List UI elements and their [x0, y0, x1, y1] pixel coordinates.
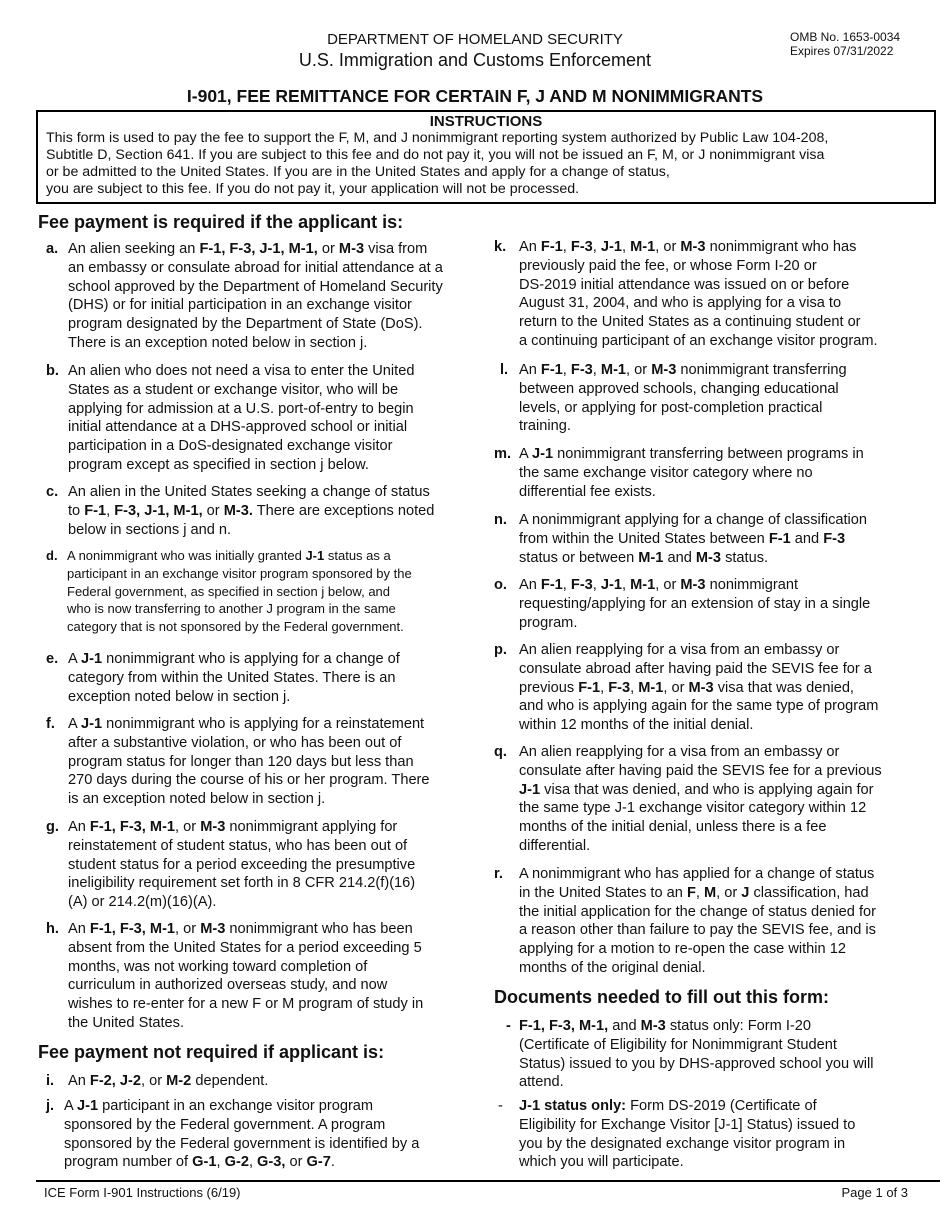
item-label: q.: [494, 744, 507, 760]
footer-form-id: ICE Form I-901 Instructions (6/19): [44, 1185, 241, 1200]
item-label: r.: [494, 866, 503, 882]
item-text: An alien reapplying for a visa from an embassy or consulate after having paid the SEVIS fee for a previous J-1 visa that was denied, and who is applying again for the same type J-1 exchange visitor category within 12 months of the initial denial, unless there is a fee differential.: [519, 744, 882, 854]
item-text: A J-1 nonimmigrant who is applying for a reinstatement after a substantive violation, or who has been out of program status for longer than 120 days but less than 270 days during the course of his or her program. There is an exception noted below in section j.: [68, 716, 430, 808]
instructions-line: This form is used to pay the fee to support the F, M, and J nonimmigrant reporting system authorized by Public Law 104-208,: [46, 130, 829, 146]
list-item-r: [494, 865, 934, 978]
item-label: c.: [46, 484, 59, 500]
item-text: An F-1, F-3, J-1, M-1, or M-3 nonimmigrant requesting/applying for an extension of stay in a single program.: [519, 577, 871, 631]
list-item-n: [494, 511, 934, 567]
footer-divider: [36, 1180, 940, 1182]
item-label: a.: [46, 241, 59, 257]
list-item-i: [46, 1072, 476, 1091]
list-item-m: [494, 445, 934, 501]
item-label: i.: [46, 1073, 55, 1089]
item-text: A nonimmigrant applying for a change of classification from within the United States between F-1 and F-3 status or between M-1 and M-3 status.: [519, 512, 868, 566]
fee-required-heading: Fee payment is required if the applicant is:: [38, 212, 404, 232]
item-text: An F-2, J-2, or M-2 dependent.: [68, 1073, 269, 1089]
item-text: An alien who does not need a visa to enter the United States as a student or exchange visitor, who will be applying for admission at a U.S. port-of-entry to begin initial attendance at a DHS-approved school or initial participation in a DoS-designated exchange visitor program except as specified in section j below.: [68, 363, 415, 473]
fee-not-required-heading: Fee payment not required if applicant is:: [38, 1042, 385, 1062]
item-text: J-1 status only: Form DS-2019 (Certificate of Eligibility for Exchange Visitor [J-1] Status) issued to you by the designated exchange visitor program in which you will participate.: [519, 1098, 856, 1171]
item-label: f.: [46, 716, 55, 732]
list-item-l: [500, 361, 934, 436]
item-label: p.: [494, 642, 507, 658]
item-text: An alien seeking an F-1, F-3, J-1, M-1, or M-3 visa from an embassy or consulate abroad for initial attendance at a school approved by the Department of Homeland Security (DHS) or for initial participation in an exchange visitor program designated by the Department of State (DoS). There is an exception noted below in section j.: [68, 241, 443, 351]
list-item-c: [46, 483, 476, 539]
item-bullet: -: [506, 1018, 511, 1034]
list-item-f: [46, 715, 476, 809]
instructions-box: [36, 110, 936, 204]
item-text: A J-1 participant in an exchange visitor program sponsored by the Federal government. A program sponsored by the Federal government is identified by a program number of G-1, G-2, G-3, or G-7.: [64, 1098, 420, 1171]
item-text: A nonimmigrant who has applied for a change of status in the United States to an F, M, or J classification, had the initial application for the change of status denied for a reason other than failure to pay the SEVIS fee, and is applying for a motion to re-open the case within 12 months of the original denial.: [519, 866, 876, 976]
list-item-e: [46, 650, 476, 706]
item-text: An F-1, F-3, M-1, or M-3 nonimmigrant who has been absent from the United States for a period exceeding 5 months, was not working toward completion of curriculum in authorized overseas study, and now wishes to re-enter for a new F or M program of study in the United States.: [68, 921, 424, 1031]
item-text: An F-1, F-3, J-1, M-1, or M-3 nonimmigrant who has previously paid the fee, or whose Form I-20 or DS-2019 initial attendance was issued on or before August 31, 2004, and who is applying for a visa to return to the United States as a continuing student or a continuing participant of an exchange visitor program.: [519, 239, 878, 349]
list-item-g: [46, 818, 476, 912]
list-item-a: [46, 240, 476, 353]
item-text: A nonimmigrant who was initially granted J-1 status as a participant in an exchange visitor program sponsored by the Federal government, as specified in section j below, and who is now transferring to another J program in the same category that is not sponsored by the Federal government.: [67, 548, 412, 635]
list-item-d: [46, 547, 476, 636]
item-text: An alien in the United States seeking a change of status to F-1, F-3, J-1, M-1, or M-3. There are exceptions noted below in sections j and n.: [68, 484, 435, 538]
item-label: o.: [494, 577, 507, 593]
item-bullet: -: [498, 1098, 503, 1114]
item-label: k.: [494, 239, 507, 255]
list-item-q: [494, 743, 934, 856]
list-item-o: [494, 576, 934, 632]
item-label: m.: [494, 446, 512, 462]
omb-number: OMB No. 1653-0034: [790, 30, 901, 44]
item-text: An F-1, F-3, M-1, or M-3 nonimmigrant applying for reinstatement of student status, who has been out of student status for a period exceeding the presumptive ineligibility requirement set forth in 8 CFR 214.2(f)(16) (A) or 214.2(m)(16)(A).: [68, 819, 416, 911]
item-label: n.: [494, 512, 507, 528]
omb-info: [790, 30, 900, 58]
item-label: j.: [46, 1098, 55, 1114]
list-item-b: [46, 362, 476, 475]
list-item-k: [494, 238, 934, 351]
omb-expiration: Expires 07/31/2022: [790, 44, 894, 58]
item-label: h.: [46, 921, 59, 937]
list-item-p: [494, 641, 934, 735]
item-label: l.: [500, 362, 509, 378]
document-item-ds2019: [498, 1097, 934, 1172]
instructions-heading: INSTRUCTIONS: [429, 113, 543, 130]
list-item-h: [46, 920, 476, 1033]
document-item-i20: [506, 1017, 934, 1092]
instructions-line: you are subject to this fee. If you do not pay it, your application will not be processed.: [46, 181, 580, 197]
instructions-line: or be admitted to the United States. If you are in the United States and apply for a change of status,: [46, 164, 670, 180]
item-text: A J-1 nonimmigrant who is applying for a change of category from within the United States. There is an exception noted below in section j.: [68, 651, 400, 705]
item-label: e.: [46, 651, 59, 667]
item-label: d.: [46, 548, 58, 563]
documents-needed-heading: Documents needed to fill out this form:: [494, 987, 830, 1007]
form-title: I-901, FEE REMITTANCE FOR CERTAIN F, J AND M NONIMMIGRANTS: [186, 86, 764, 106]
item-text: A J-1 nonimmigrant transferring between programs in the same exchange visitor category where no differential fee exists.: [519, 446, 864, 500]
department-name: DEPARTMENT OF HOMELAND SECURITY: [327, 31, 623, 48]
item-label: g.: [46, 819, 59, 835]
list-item-j: [46, 1097, 476, 1172]
item-text: An alien reapplying for a visa from an embassy or consulate abroad after having paid the SEVIS fee for a previous F-1, F-3, M-1, or M-3 visa that was denied, and who is applying again for the same type of program within 12 months of the initial denial.: [519, 642, 879, 734]
agency-name: U.S. Immigration and Customs Enforcement: [298, 50, 652, 70]
item-text: F-1, F-3, M-1, and M-3 status only: Form I-20 (Certificate of Eligibility for Nonimmigrant Student Status) issued to you by DHS-approved school you will attend.: [519, 1018, 874, 1091]
item-label: b.: [46, 363, 59, 379]
item-text: An F-1, F-3, M-1, or M-3 nonimmigrant transferring between approved schools, changing educational levels, or applying for post-completion practical training.: [519, 362, 847, 435]
instructions-line: Subtitle D, Section 641. If you are subject to this fee and do not pay it, you will not be issued an F, M, or J nonimmigrant visa: [46, 147, 825, 163]
footer-page-number: Page 1 of 3: [841, 1185, 908, 1200]
